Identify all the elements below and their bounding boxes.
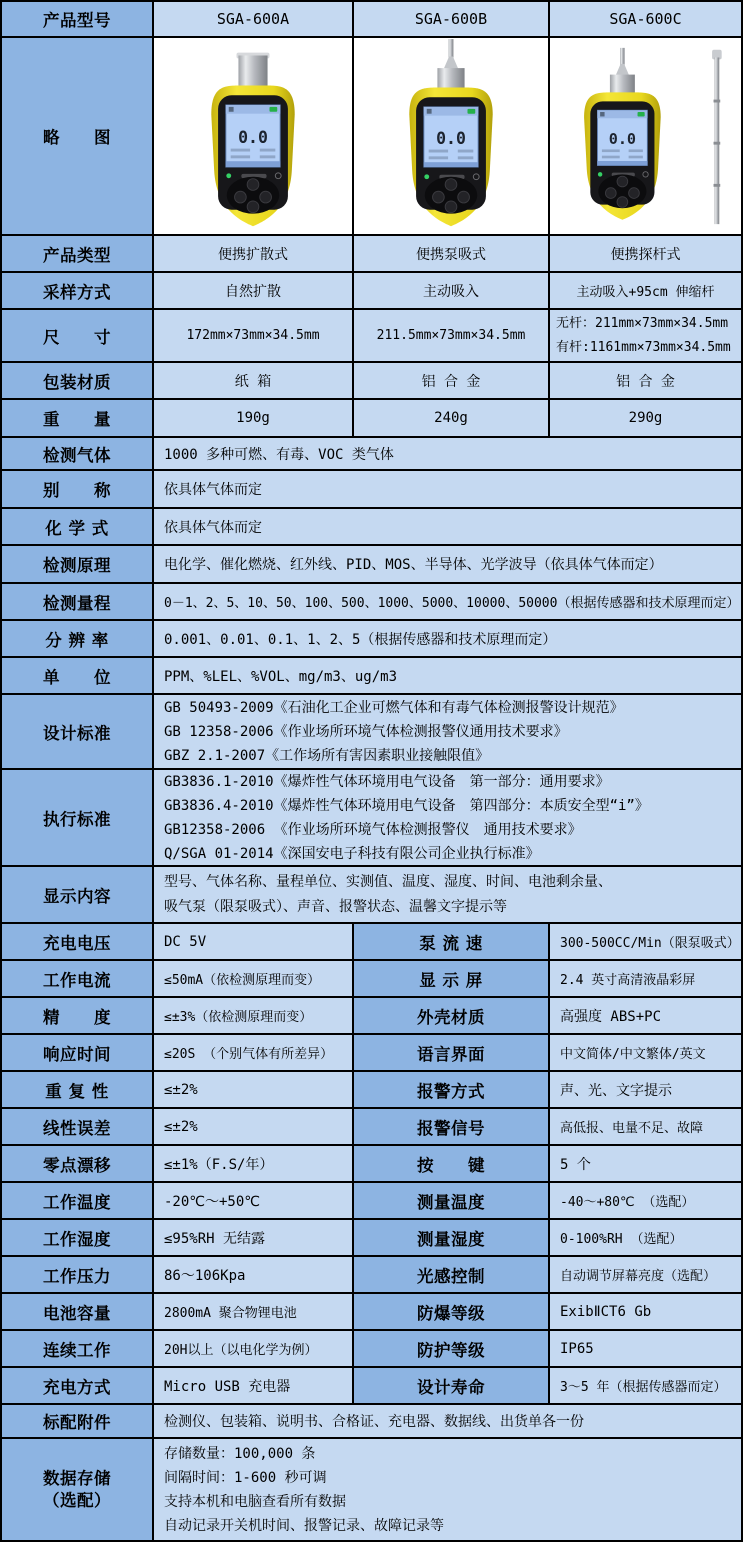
cell-design-life: 3～5 年（根据传感器而定） xyxy=(550,1368,741,1405)
cell-sampling-b: 主动吸入 xyxy=(354,273,550,310)
screen-line xyxy=(458,156,474,159)
screen-reading: 0.0 xyxy=(436,128,466,148)
product-photo-sga600b xyxy=(354,38,550,236)
cell-weight-b: 240g xyxy=(354,400,550,438)
cell-measure-humidity: 0-100%RH （选配） xyxy=(550,1220,741,1257)
device-illustration-probe-rod xyxy=(555,39,737,233)
device-group xyxy=(584,48,661,220)
cell-size-b: 211.5mm×73mm×34.5mm xyxy=(354,310,550,363)
cell-size-a: 172mm×73mm×34.5mm xyxy=(154,310,354,363)
screen-line xyxy=(601,149,619,152)
cell-repeatability: ≤±2% xyxy=(154,1072,354,1109)
cell-zero-drift: ≤±1%（F.S/年） xyxy=(154,1146,354,1183)
cell-display-content xyxy=(154,867,741,924)
screen-line xyxy=(260,149,276,152)
product-photo-sga600a xyxy=(154,38,354,236)
exec-standard-line: GB3836.4-2010《爆炸性气体环境用电气设备 第四部分：本质安全型“i”》 xyxy=(164,797,649,814)
cell-alarm-mode: 声、光、文字提示 xyxy=(550,1072,741,1109)
display-content-line: 型号、气体名称、量程单位、实测值、温度、湿度、时间、电池剩余量、 xyxy=(164,873,612,890)
cell-continuous-work: 20H以上（以电化学为例） xyxy=(154,1331,354,1368)
keypad-button-up xyxy=(445,179,457,191)
row-label-alarm-signal: 报警信号 xyxy=(354,1109,550,1146)
row-label-response-time: 响应时间 xyxy=(2,1035,154,1072)
exec-standard-line: GB3836.1-2010《爆炸性气体环境用电气设备 第一部分：通用要求》 xyxy=(164,773,610,790)
row-label-sampling: 采样方式 xyxy=(2,273,154,310)
screen-line xyxy=(429,156,448,159)
keypad-button-up xyxy=(617,176,628,187)
screen-reading: 0.0 xyxy=(608,130,636,149)
row-label-zero-drift: 零点漂移 xyxy=(2,1146,154,1183)
rod-joint xyxy=(713,100,720,103)
rod-joint xyxy=(713,142,720,145)
speaker-icon xyxy=(229,107,234,112)
row-label-buttons: 按 键 xyxy=(354,1146,550,1183)
screen-line xyxy=(628,156,642,159)
cell-principle: 电化学、催化燃烧、红外线、PID、MOS、半导体、光学波导（依具体气体而定） xyxy=(154,546,741,584)
row-label-charge-voltage: 充电电压 xyxy=(2,924,154,961)
keypad-button-right xyxy=(628,188,639,199)
data-storage-line: 存储数量：100,000 条 xyxy=(164,1445,316,1462)
cell-buttons: 5 个 xyxy=(550,1146,741,1183)
row-label-continuous-work: 连续工作 xyxy=(2,1331,154,1368)
cell-working-humidity: ≤95%RH 无结露 xyxy=(154,1220,354,1257)
screen-datebar xyxy=(424,162,478,167)
cell-size-c xyxy=(550,310,741,363)
row-label-light-control: 光感控制 xyxy=(354,1257,550,1294)
size-c-line1: 无杆：211mm×73mm×34.5mm xyxy=(556,315,729,331)
keypad-button-enter xyxy=(247,201,259,213)
row-label-battery-capacity: 电池容量 xyxy=(2,1294,154,1331)
cell-type-a: 便携扩散式 xyxy=(154,236,354,273)
keypad-button-up xyxy=(247,179,259,191)
row-label-repeatability: 重 复 性 xyxy=(2,1072,154,1109)
cell-accuracy: ≤±3%（依检测原理而变） xyxy=(154,998,354,1035)
display-content-line: 吸气泵（限泵吸式）、声音、报警状态、温馨文字提示等 xyxy=(164,898,507,915)
cell-range: 0－1、2、5、10、50、100、500、1000、5000、10000、50000（根据传感器和技术原理而定） xyxy=(154,584,741,621)
status-led xyxy=(226,173,231,178)
battery-icon xyxy=(269,107,277,112)
row-label-language: 语言界面 xyxy=(354,1035,550,1072)
design-standard-line: GBZ 2.1-2007《工作场所有害因素职业接触限值》 xyxy=(164,747,490,764)
cell-gas: 1000 多种可燃、有毒、VOC 类气体 xyxy=(154,438,741,471)
cell-sampling-a: 自然扩散 xyxy=(154,273,354,310)
status-led xyxy=(424,174,429,179)
row-label-working-temp: 工作温度 xyxy=(2,1183,154,1220)
row-label-explosionproof-grade: 防爆等级 xyxy=(354,1294,550,1331)
row-label-measure-humidity: 测量湿度 xyxy=(354,1220,550,1257)
cell-protection-grade: IP65 xyxy=(550,1331,741,1368)
sensor-cap-icon xyxy=(238,55,267,88)
cell-battery-capacity: 2800mA 聚合物锂电池 xyxy=(154,1294,354,1331)
battery-icon xyxy=(637,112,644,116)
probe-cone xyxy=(443,56,459,70)
row-label-gas: 检测气体 xyxy=(2,438,154,471)
product-photo-sga600c xyxy=(550,38,741,236)
model-name-sga600a: SGA-600A xyxy=(154,2,354,38)
battery-icon xyxy=(467,109,475,114)
cell-weight-c: 290g xyxy=(550,400,741,438)
row-label-working-pressure: 工作压力 xyxy=(2,1257,154,1294)
cell-data-storage xyxy=(154,1439,741,1540)
cell-pump-flow: 300-500CC/Min（限泵吸式） xyxy=(550,924,741,961)
row-label-exec-standard: 执行标准 xyxy=(2,770,154,867)
model-name-sga600c: SGA-600C xyxy=(550,2,741,38)
cell-charge-voltage: DC 5V xyxy=(154,924,354,961)
cell-working-pressure: 86～106Kpa xyxy=(154,1257,354,1294)
cell-type-c: 便携探杆式 xyxy=(550,236,741,273)
exec-standard-line: Q/SGA 01-2014《深国安电子科技有限公司企业执行标准》 xyxy=(164,845,540,862)
row-label-linearity-error: 线性误差 xyxy=(2,1109,154,1146)
row-label-pump-flow: 泵 流 速 xyxy=(354,924,550,961)
probe-cone xyxy=(615,64,629,76)
cell-accessories: 检测仪、包装箱、说明书、合格证、充电器、数据线、出货单各一份 xyxy=(154,1405,741,1439)
cell-resolution: 0.001、0.01、0.1、1、2、5（根据传感器和技术原理而定） xyxy=(154,621,741,658)
row-label-size: 尺 寸 xyxy=(2,310,154,363)
cell-sampling-c: 主动吸入+95cm 伸缩杆 xyxy=(550,273,741,310)
cell-response-time: ≤20S （个别气体有所差异） xyxy=(154,1035,354,1072)
data-storage-label-line2: （选配） xyxy=(43,1490,111,1510)
pump-probe-icon xyxy=(620,48,624,66)
cell-formula: 依具体气体而定 xyxy=(154,509,741,546)
cell-linearity-error: ≤±2% xyxy=(154,1109,354,1146)
row-label-principle: 检测原理 xyxy=(2,546,154,584)
cell-design-standard xyxy=(154,695,741,770)
cell-display-screen: 2.4 英寸高清液晶彩屏 xyxy=(550,961,741,998)
exec-standard-line: GB12358-2006 《作业场所环境气体检测报警仪 通用技术要求》 xyxy=(164,821,582,838)
pump-probe-icon xyxy=(449,39,454,58)
keypad-button-enter xyxy=(617,197,628,208)
data-storage-label-line1: 数据存储 xyxy=(43,1468,111,1488)
row-label-range: 检测量程 xyxy=(2,584,154,621)
sensor-cap-icon xyxy=(437,68,464,89)
screen-line xyxy=(458,150,474,153)
data-storage-line: 间隔时间：1-600 秒可调 xyxy=(164,1469,327,1486)
data-storage-line: 自动记录开关机时间、报警记录、故障记录等 xyxy=(164,1517,444,1534)
cell-unit: PPM、%LEL、%VOL、mg/m3、ug/m3 xyxy=(154,658,741,695)
cell-alarm-signal: 高低报、电量不足、故障 xyxy=(550,1109,741,1146)
keypad-button-left xyxy=(605,188,616,199)
keypad-button-left xyxy=(235,191,247,203)
cell-type-b: 便携泵吸式 xyxy=(354,236,550,273)
row-label-charge-mode: 充电方式 xyxy=(2,1368,154,1405)
screen-line xyxy=(260,155,276,158)
row-label-display-content: 显示内容 xyxy=(2,867,154,924)
cell-package-c: 铝 合 金 xyxy=(550,363,741,400)
device-illustration-pump xyxy=(358,39,544,233)
row-label-design-standard: 设计标准 xyxy=(2,695,154,770)
cell-explosionproof-grade: ExibⅡCT6 Gb xyxy=(550,1294,741,1331)
design-standard-line: GB 50493-2009《石油化工企业可燃气体和有毒气体检测报警设计规范》 xyxy=(164,699,624,716)
row-label-alarm-mode: 报警方式 xyxy=(354,1072,550,1109)
cell-shell-material: 高强度 ABS+PC xyxy=(550,998,741,1035)
row-label-display-screen: 显 示 屏 xyxy=(354,961,550,998)
screen-datebar xyxy=(597,161,647,165)
cell-alias: 依具体气体而定 xyxy=(154,471,741,509)
row-label-product-type: 产品类型 xyxy=(2,236,154,273)
row-label-working-current: 工作电流 xyxy=(2,961,154,998)
row-label-design-life: 设计寿命 xyxy=(354,1368,550,1405)
cell-working-temp: -20℃～+50℃ xyxy=(154,1183,354,1220)
cell-charge-mode: Micro USB 充电器 xyxy=(154,1368,354,1405)
screen-datebar xyxy=(226,161,280,167)
screen-line xyxy=(231,149,250,152)
row-label-working-humidity: 工作湿度 xyxy=(2,1220,154,1257)
design-standard-line: GB 12358-2006《作业场所环境气体检测报警仪通用技术要求》 xyxy=(164,723,568,740)
row-label-shell-material: 外壳材质 xyxy=(354,998,550,1035)
row-label-weight: 重 量 xyxy=(2,400,154,438)
screen-line xyxy=(601,156,619,159)
row-label-package: 包装材质 xyxy=(2,363,154,400)
row-label-accessories: 标配附件 xyxy=(2,1405,154,1439)
keypad-button-right xyxy=(458,191,470,203)
row-label-data-storage xyxy=(2,1439,154,1540)
cell-measure-temp: -40～+80℃ （选配） xyxy=(550,1183,741,1220)
row-label-resolution: 分 辨 率 xyxy=(2,621,154,658)
cell-working-current: ≤50mA（依检测原理而变） xyxy=(154,961,354,998)
row-label-unit: 单 位 xyxy=(2,658,154,695)
row-label-measure-temp: 测量温度 xyxy=(354,1183,550,1220)
cell-exec-standard xyxy=(154,770,741,867)
device-illustration-diffusion xyxy=(158,39,348,233)
keypad-button-enter xyxy=(445,201,457,213)
size-c-line2: 有杆:1161mm×73mm×34.5mm xyxy=(556,339,731,355)
rod-joint xyxy=(713,184,720,187)
speaker-icon xyxy=(427,109,432,114)
speaker-icon xyxy=(600,112,604,116)
row-label-protection-grade: 防护等级 xyxy=(354,1331,550,1368)
row-label-sketch: 略 图 xyxy=(2,38,154,236)
keypad-button-right xyxy=(260,191,272,203)
telescopic-rod-icon xyxy=(714,57,719,224)
cell-weight-a: 190g xyxy=(154,400,354,438)
cell-package-b: 铝 合 金 xyxy=(354,363,550,400)
cell-package-a: 纸 箱 xyxy=(154,363,354,400)
row-label-product-model: 产品型号 xyxy=(2,2,154,38)
row-label-formula: 化 学 式 xyxy=(2,509,154,546)
model-name-sga600b: SGA-600B xyxy=(354,2,550,38)
row-label-alias: 别 称 xyxy=(2,471,154,509)
keypad-button-left xyxy=(433,191,445,203)
status-led xyxy=(597,172,601,176)
row-label-accuracy: 精 度 xyxy=(2,998,154,1035)
data-storage-line: 支持本机和电脑查看所有数据 xyxy=(164,1493,346,1510)
cell-light-control: 自动调节屏幕亮度（选配） xyxy=(550,1257,741,1294)
cell-language: 中文简体/中文繁体/英文 xyxy=(550,1035,741,1072)
screen-reading: 0.0 xyxy=(238,127,268,147)
screen-line xyxy=(429,150,448,153)
sensor-cap-icon xyxy=(609,75,634,95)
screen-line xyxy=(628,149,642,152)
screen-line xyxy=(231,155,250,158)
